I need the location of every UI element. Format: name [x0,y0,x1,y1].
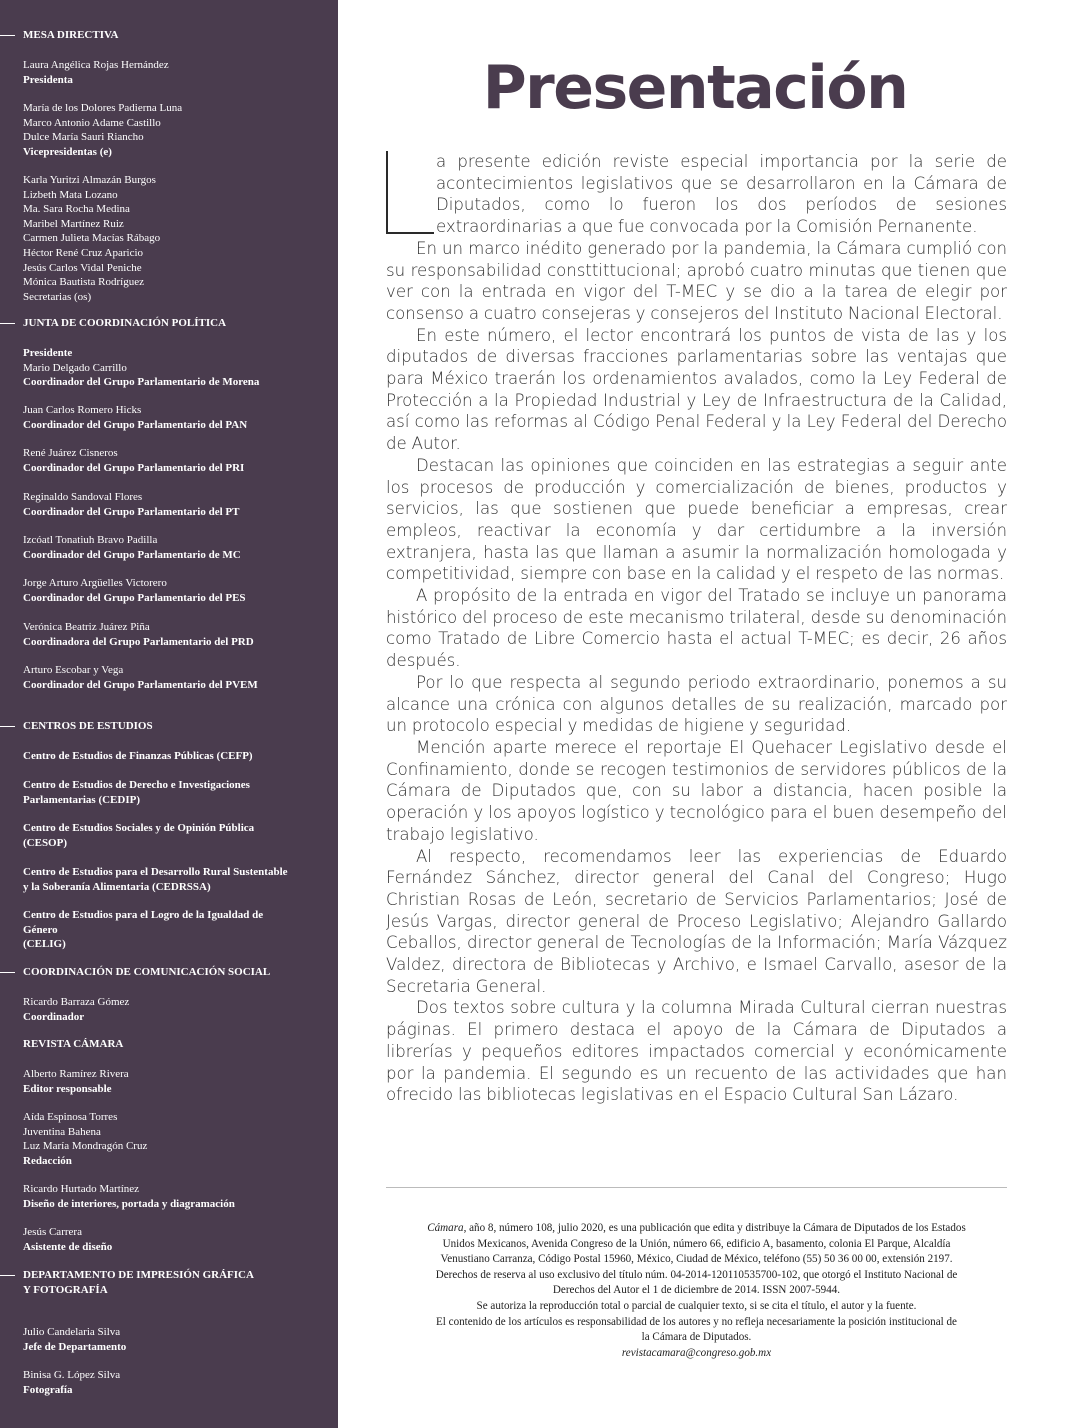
person-name: Dulce María Sauri Riancho [23,131,144,144]
centro-item: Centro de Estudios para el Logro de la Igualdad de Género (CELIG) [23,909,264,951]
person-role: Coordinador del Grupo Parlamentario del PVEM [23,678,258,691]
paragraph: Por lo que respecta al segundo periodo extraordinario, ponemos a su alcance una crónica con algunos detalles de su realización, marcado por un protocolo especial y medidas de higiene y seguridad. [386,672,1007,736]
person-name: Luz María Mondragón Cruz [23,1140,148,1153]
junta-entry [23,346,323,390]
colophon-line: Derechos de reserva al uso exclusivo del título núm. 04-2014-120110535700-102, que otorgó el Instituto Nacional de [435,1268,958,1281]
vicepresidentas-block [23,101,323,159]
diseno-block [23,1182,323,1211]
person-role: Vicepresidentas (e) [23,145,112,158]
heading-dash [0,35,15,36]
colophon-line: Se autoriza la reproducción total o parcial de cualquier texto, si se cita el título, el autor y la fuente. [476,1299,917,1312]
person-role: Diseño de interiores, portada y diagramación [23,1197,235,1210]
junta-entry [23,490,323,519]
colophon-line: Cámara, año 8, número 108, julio 2020, es una publicación que edita y distribuye la Cámara de Diputados de los Estados [427,1222,966,1234]
person-role: Fotografía [23,1383,73,1396]
person-name: René Juárez Cisneros [23,447,118,459]
person-name: Maribel Martínez Ruiz [23,217,124,230]
heading-dash [0,1275,15,1276]
comunicacion-block [23,995,323,1024]
person-role: Jefe de Departamento [23,1340,127,1353]
person-name: María de los Dolores Padierna Luna [23,102,183,114]
person-role: Coordinador del Grupo Parlamentario del PT [23,505,240,518]
person-name: Ma. Sara Rocha Medina [23,203,130,216]
person-name: Héctor René Cruz Aparicio [23,246,144,259]
person-name: Ricardo Barraza Gómez [23,996,130,1008]
person-name: Jesús Carrera [23,1226,82,1238]
paragraph: a presente edición reviste especial importancia por la serie de acontecimientos legislativos que se desarrollaron en la Cámara de Diputados, como lo fueron los dos períodos de sesiones extraordinarias a que fue convocada por la Comisión Pernanente. [386,151,1007,238]
centro-item: Centro de Estudios para el Desarrollo Rural Sustentable y la Soberanía Alimentaria (CEDRSSA) [23,866,288,893]
person-name: Jesús Carlos Vidal Peniche [23,261,142,274]
presidenta-block [23,58,323,87]
heading-dash [0,972,15,973]
person-name: Lizbeth Mata Lozano [23,188,118,201]
asistente-block [23,1225,323,1254]
person-name: Binisa G. López Silva [23,1369,121,1381]
person-role: Editor responsable [23,1082,112,1095]
person-name: Karla Yuritzi Almazán Burgos [23,174,156,186]
paragraph: En un marco inédito generado por la pandemia, la Cámara cumplió con su responsabilidad consttittucional; aprobó cuatro minutas que tienen que ver con la entrada en vigor del T-MEC y se dio a la tarea de elegir por consenso a cuatro consejeras y consejeros del Instituto Nacional Electoral. [386,238,1007,323]
person-name: Aída Espinosa Torres [23,1111,118,1123]
junta-entry [23,663,323,692]
person-name: Alberto Ramírez Rivera [23,1068,129,1080]
person-role: Secretarias (os) [23,290,92,303]
person-role: Coordinador [23,1010,85,1023]
person-name: Marco Antonio Adame Castillo [23,116,161,129]
centro-item: Centro de Estudios Sociales y de Opinión Pública (CESOP) [23,822,255,849]
junta-entry [23,533,323,562]
person-role: Redacción [23,1154,72,1167]
person-name: Arturo Escobar y Vega [23,664,124,676]
heading-dash [0,726,15,727]
jefe-block [23,1325,323,1354]
person-name: Mario Delgado Carrillo [23,361,127,374]
person-role: Coordinador del Grupo Parlamentario del PRI [23,461,245,474]
junta-entry [23,620,323,649]
paragraph: A propósito de la entrada en vigor del Tratado se incluye un panorama histórico del proceso de este mecanismo trilateral, desde su denominación como Tratado de Libre Comercio hasta el actual T-MEC; es decir, 26 años después. [386,586,1007,671]
person-role: Coordinador del Grupo Parlamentario de MC [23,548,241,561]
editor-block [23,1067,323,1096]
junta-entry [23,576,323,605]
section-heading-revista: REVISTA CÁMARA [23,1038,124,1050]
person-name: Julio Candelaria Silva [23,1326,121,1338]
person-name: Verónica Beatriz Juárez Piña [23,621,150,633]
junta-entry [23,446,323,475]
person-role: Coordinador del Grupo Parlamentario de Morena [23,376,260,389]
junta-entry [23,403,323,432]
person-name: Jorge Arturo Argüelles Victorero [23,577,167,589]
magazine-name: Cámara [427,1222,464,1234]
paragraph: En este número, el lector encontrará los puntos de vista de las y los diputados de diversas fracciones parlamentarias sobre las ventajas que para México traerán los ordenamientos avalados, como la Ley Federal de Protección a la Propiedad Industrial y Ley de Infraestructura de la Calidad, así como las reformas al Código Penal Federal y la Ley Federal del Derecho de Autor. [386,325,1007,454]
paragraph: Destacan las opiniones que coinciden en las estrategias a seguir ante los procesos de producción y comercialización de bienes, productos y servicios, las que sostienen que puede beneficiar a empresas, crear empleos, reactivar la economía y dar certidumbre a la inversión extranjera, hasta las que llaman a asumir la normalización homologada y competitividad, siempre con base en la calidad y el respeto de las normas. [386,455,1007,584]
person-name: Reginaldo Sandoval Flores [23,491,143,503]
page-title: Presentación [482,53,908,123]
person-role: Coordinador del Grupo Parlamentario del PAN [23,418,248,431]
person-role: Presidenta [23,73,73,86]
person-name: Izcóatl Tonatiuh Bravo Padilla [23,534,158,546]
person-name: Juan Carlos Romero Hicks [23,404,142,416]
person-name: Juventina Bahena [23,1125,101,1138]
fotografia-block [23,1368,323,1397]
contact-email[interactable]: revistacamara@congreso.gob.mx [621,1346,772,1359]
person-name: Laura Angélica Rojas Hernández [23,59,169,71]
heading-dash [0,323,15,324]
person-name: Carmen Julieta Macías Rábago [23,232,161,245]
colophon-line: El contenido de los artículos es responsabilidad de los autores y no refleja necesariamente la posición institucional de [436,1315,957,1328]
dropcap-space [386,151,436,237]
colophon-line: Unidos Mexicanos, Avenida Congreso de la Unión, número 66, edificio A, basamento, colonia El Parque, Alcaldía [442,1237,951,1250]
paragraph: Al respecto, recomendamos leer las experiencias de Eduardo Fernández Sánchez, director general del Canal del Congreso; Hugo Christian Rosas de León, secretario de Servicios Parlamentarios; José de Jesús Vargas, director general de Proceso Legislativo; Alejandro Gallardo Ceballos, director general de Tecnologías de la Información; María Vázquez Valdez, directora de Bibliotecas y Archivo, e Ismael Carvallo, asesor de la Secretaria General. [386,846,1007,996]
colophon [386,1221,1007,1361]
secretarias-block [23,173,323,304]
person-name: Ricardo Hurtado Martínez [23,1183,140,1195]
person-title: Presidente [23,347,73,359]
person-role: Coordinadora del Grupo Parlamentario del PRD [23,635,254,648]
centro-item: Centro de Estudios de Finanzas Públicas (CEFP) [23,750,253,762]
centro-item: Centro de Estudios de Derecho e Investigaciones Parlamentarias (CEDIP) [23,779,250,806]
paragraph: Mención aparte merece el reportaje El Quehacer Legislativo desde el Confinamiento, donde se recogen testimonios de servidores públicos de la Cámara de Diputados que, con su labor a distancia, hacen posible la operación y los apoyos logístico y tecnológico para el buen desempeño del trabajo legislativo. [386,737,1007,844]
person-role: Asistente de diseño [23,1240,113,1253]
paragraph: Dos textos sobre cultura y la columna Mirada Cultural cierran nuestras páginas. El primero destaca el apoyo de la Cámara de Diputados a librerías y pequeños editores impactados comercial y económicamente por la pandemia. El segundo es un recuento de las actividades que han ofrecido las bibliotecas legislativas en el Espacio Cultural San Lázaro. [386,998,1007,1105]
person-role: Coordinador del Grupo Parlamentario del PES [23,591,246,604]
colophon-line: Venustiano Carranza, Código Postal 15960, México, Ciudad de México, teléfono (55) 50 36 00 00, extensión 2197. [440,1253,953,1266]
sidebar-directory: MESA DIRECTIVA Laura Angélica Rojas Hernández Presidenta María de los Dolores Padierna Luna Marco Antonio Adame Castillo Dulce María Sauri Riancho Vicepresidentas (e) Karla Yuritzi Almazán Burgos Lizbeth Mata Lozano Ma. Sara Rocha Medina Maribel Martínez Ruiz Carmen Julieta Macías Rábago Héctor René Cruz Aparicio Jesús Carlos Vidal Peniche Mónica Bautista Rodríguez Secretarias (os) JUNTA DE COORDINACIÓN POLÍTICA Presidente Mario Delgado Carrillo Coordinador del Grupo Parlamentario de Morena Juan Carlos Romero Hicks Coordinador del Grupo Parlamentario del PAN René Juárez Cisneros Coordinador del Grupo Parlamentario del PRI Reginaldo Sandoval Flores Coordinador del Grupo Parlamentario del PT Izcóatl Tonatiuh Bravo Padilla Coordinador del Grupo Parlamentario de MC Jorge Arturo Argüelles Victorero Coordinador del Grupo Parlamentario del PES Verónica Beatriz Juárez Piña Coordinadora del Grupo Parlamentario del PRD Arturo Escobar y Vega Coordinador del Grupo Parlamentario del PVEM CENTROS DE ESTUDIOS Centro de Estudios de Finanzas Públicas (CEFP) Centro de Estudios de Derecho e Investigaciones Parlamentarias (CEDIP) Centro de Estudios Sociales y de Opinión Pública (CESOP) Centro de Estudios para el Desarrollo Rural Sustentable y la Soberanía Alimentaria (CEDRSSA) Centro de Estudios para el Logro de la Igualdad de Género (CELIG) COORDINACIÓN DE COMUNICACIÓN SOCIAL Ricardo Barraza Gómez Coordinador REVISTA CÁMARA Alberto Ramírez Rivera Editor responsable Aída Espinosa Torres Juventina Bahena Luz María Mondragón Cruz Redacción Ricardo Hurtado Martínez Diseño de interiores, portada y diagramación Jesús Carrera Asistente de diseño DEPARTAMENTO DE IMPRESIÓN GRÁFICA Y FOTOGRAFÍA Julio Candelaria Silva Jefe de Departamento Binisa G. López Silva Fotografía [0,0,338,1428]
divider [386,1187,1007,1188]
article-body [386,151,1007,1171]
redaccion-block [23,1110,323,1168]
colophon-line: Derechos del Autor el 1 de diciembre de 2014. ISSN 2007-5944. [552,1284,841,1297]
person-name: Mónica Bautista Rodríguez [23,276,144,289]
colophon-line: la Cámara de Diputados. [641,1331,752,1344]
